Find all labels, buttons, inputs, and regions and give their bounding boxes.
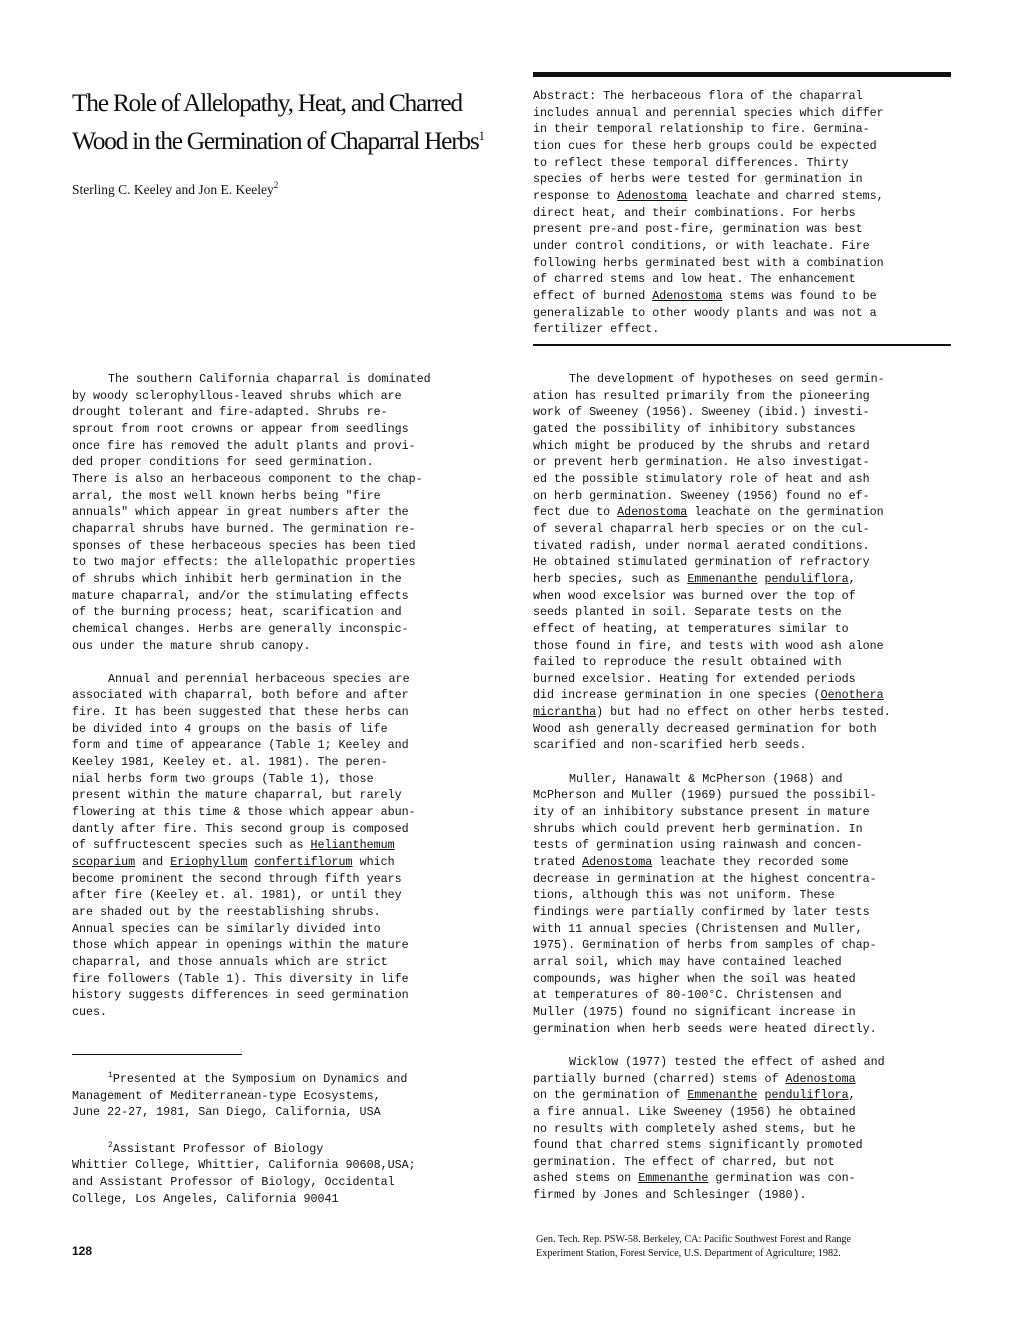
body-line: mature chaparral, and/or the stimulating effects — [72, 588, 409, 603]
body-line: ded proper conditions for seed germination. — [72, 455, 374, 470]
body-line — [533, 704, 963, 721]
abstract-line: to reflect these temporal differences. Thirty — [533, 155, 849, 170]
body-line: Muller (1975) found no significant increase in — [533, 1004, 856, 1019]
text-run: Muller, Hanawalt & McPherson (1968) and — [569, 771, 843, 786]
abstract-line: species of herbs were tested for germination in — [533, 172, 863, 187]
body-line: to two major effects: the allelopathic properties — [72, 555, 416, 570]
text-run: Assistant Professor of Biology — [112, 1141, 324, 1156]
text-run: of suffructescent species such as — [72, 838, 311, 853]
body-line: Keeley 1981, Keeley et. al. 1981). The peren- — [72, 755, 388, 770]
body-line — [72, 671, 502, 688]
body-line: Annual species can be similarly divided into — [72, 921, 381, 936]
body-line — [533, 1071, 963, 1088]
footnote-line — [72, 1068, 502, 1088]
body-line: which might be produced by the shrubs and retard — [533, 438, 870, 453]
species-name: Adenostoma — [582, 855, 653, 870]
text-run: Wicklow (1977) tested the effect of ashed and — [569, 1054, 885, 1069]
species-name: penduliflora — [764, 571, 849, 586]
body-line: seeds planted in soil. Separate tests on the — [533, 605, 842, 620]
body-line: a fire annual. Like Sweeney (1956) he obtained — [533, 1104, 856, 1119]
body-line: ed the possible stimulatory role of heat and ash — [533, 471, 870, 486]
page-number: 128 — [72, 1244, 93, 1258]
text-run: did increase germination in one species ( — [533, 688, 821, 703]
body-line: germination. The effect of charred, but not — [533, 1154, 835, 1169]
body-line: of several chaparral herb species or on the cul- — [533, 521, 870, 536]
body-line: scarified and non-scarified herb seeds. — [533, 738, 807, 753]
text-run: ) but had no effect on other herbs tested. — [596, 705, 891, 720]
text-run: which — [352, 855, 395, 870]
abstract-line: tion cues for these herb groups could be expected — [533, 138, 877, 153]
abstract-line: in their temporal relationship to fire. Germina- — [533, 122, 870, 137]
text-run: effect of burned — [533, 288, 653, 303]
body-line: of shrubs which inhibit herb germination in the — [72, 571, 402, 586]
abstract-bottom-rule — [533, 344, 951, 346]
body-line: failed to reproduce the result obtained with — [533, 655, 842, 670]
abstract-top-rule — [533, 72, 951, 77]
body-line: compounds, was higher when the soil was heated — [533, 971, 856, 986]
text-run: and — [135, 855, 171, 870]
body-line: burned excelsior. Heating for extended periods — [533, 671, 856, 686]
body-line: Wood ash generally decreased germination for both — [533, 721, 877, 736]
body-line: cues. — [72, 1004, 108, 1019]
body-line: history suggests differences in seed germination — [72, 988, 409, 1003]
body-line: dantly after fire. This second group is composed — [72, 821, 409, 836]
body-line: with 11 annual species (Christensen and Muller, — [533, 921, 863, 936]
body-line — [533, 854, 963, 871]
paper-title — [72, 86, 512, 157]
footnote-line: June 22-27, 1981, San Diego, California, USA — [72, 1105, 381, 1120]
species-name: Emmenanthe — [687, 571, 758, 586]
text-run: trated — [533, 855, 583, 870]
body-line: gated the possibility of inhibitory substances — [533, 421, 856, 436]
body-line — [72, 837, 502, 854]
body-line: chaparral, and those annuals which are strict — [72, 954, 388, 969]
text-run: partially burned (charred) stems of — [533, 1071, 786, 1086]
abstract-line: following herbs germinated best with a combination — [533, 255, 884, 270]
body-line — [533, 1170, 963, 1187]
body-line: are shaded out by the reestablishing shrubs. — [72, 904, 381, 919]
body-line — [533, 1054, 963, 1071]
body-line: those which appear in openings within the mature — [72, 938, 409, 953]
body-line — [533, 771, 963, 788]
abstract-line: of charred stems and low heat. The enhancement — [533, 272, 856, 287]
body-line — [533, 1087, 963, 1104]
abstract-line — [533, 288, 953, 305]
body-line: decrease in germination at the highest concentra- — [533, 871, 877, 886]
body-line: be divided into 4 groups on the basis of life — [72, 721, 388, 736]
author-footnote-mark: 2 — [273, 180, 279, 190]
body-line: drought tolerant and fire-adapted. Shrubs re- — [72, 405, 388, 420]
body-line: 1975). Germination of herbs from samples of chap- — [533, 938, 877, 953]
species-name: confertiflorum — [254, 855, 353, 870]
abstract — [533, 88, 953, 338]
text-run: leachate and charred stems, — [687, 188, 884, 203]
body-line: sprout from root crowns or appear from seedlings — [72, 421, 409, 436]
author-names: Sterling C. Keeley and Jon E. Keeley — [72, 182, 274, 197]
text-run: leachate on the germination — [687, 505, 884, 520]
text-run: The southern California chaparral is dominated — [108, 372, 431, 386]
body-line: shrubs which could prevent herb germination. In — [533, 821, 863, 836]
body-line — [72, 854, 502, 871]
body-line: findings were partially confirmed by later tests — [533, 904, 870, 919]
species-name: Adenostoma — [617, 505, 688, 520]
text-run: fect due to — [533, 505, 618, 520]
abstract-line: generalizable to other woody plants and was not a — [533, 305, 877, 320]
footnote-line: Whittier College, Whittier, California 90608,USA; — [72, 1158, 416, 1173]
species-name: Adenostoma — [652, 288, 723, 303]
publication-line: Experiment Station, Forest Service, U.S. Department of Agriculture; 1982. — [536, 1247, 841, 1259]
species-name: Adenostoma — [785, 1071, 856, 1086]
body-line: arral, the most well known herbs being "fire — [72, 488, 381, 503]
body-line: ation has resulted primarily from the pioneering — [533, 388, 870, 403]
text-run: germination was con- — [708, 1171, 856, 1186]
footnote-line: and Assistant Professor of Biology, Occidental — [72, 1174, 395, 1189]
body-line: nial herbs form two groups (Table 1), those — [72, 771, 374, 786]
body-line: by woody sclerophyllous-leaved shrubs which are — [72, 388, 402, 403]
body-line: tions, although this was not uniform. These — [533, 888, 835, 903]
right-column — [533, 371, 963, 1204]
text-run: , — [848, 1088, 856, 1103]
species-name: scoparium — [72, 855, 136, 870]
footnote-mark: 1 — [108, 1071, 113, 1080]
body-line: when wood excelsior was burned over the top of — [533, 588, 856, 603]
text-run: stems was found to be — [722, 288, 877, 303]
body-line: firmed by Jones and Schlesinger (1980). — [533, 1188, 807, 1203]
body-line: fire. It has been suggested that these herbs can — [72, 705, 409, 720]
body-line: annuals" which appear in great numbers after the — [72, 505, 409, 520]
title-line-2-text: Wood in the Germination of Chaparral Herbs — [72, 126, 479, 155]
text-run: The development of hypotheses on seed germin- — [569, 372, 885, 386]
species-name: Helianthemum — [310, 838, 395, 853]
body-line — [533, 571, 963, 588]
footnote-rule — [72, 1054, 242, 1055]
body-line: chemical changes. Herbs are generally inconspic- — [72, 621, 409, 636]
body-line: present within the mature chaparral, but rarely — [72, 788, 402, 803]
abstract-line: direct heat, and their combinations. For herbs — [533, 205, 856, 220]
text-run: ashed stems on — [533, 1171, 639, 1186]
text-run: Annual and perennial herbaceous species are — [108, 671, 410, 686]
body-line — [72, 371, 502, 388]
abstract-line: present pre-and post-fire, germination was best — [533, 222, 863, 237]
body-line: become prominent the second through fifth years — [72, 871, 402, 886]
footnote-line: Management of Mediterranean-type Ecosystems, — [72, 1088, 381, 1103]
author-line — [72, 180, 278, 198]
body-line: form and time of appearance (Table 1; Keeley and — [72, 738, 409, 753]
text-run: , — [848, 571, 856, 586]
text-run: on the germination of — [533, 1088, 688, 1103]
body-line — [533, 687, 963, 704]
body-line: no results with completely ashed stems, but he — [533, 1121, 856, 1136]
body-line: once fire has removed the adult plants and provi- — [72, 438, 416, 453]
abstract-line: under control conditions, or with leachate. Fire — [533, 238, 870, 253]
footnote-line — [72, 1138, 502, 1158]
species-name: Adenostoma — [617, 188, 688, 203]
species-name: micrantha — [533, 705, 597, 720]
body-line: ity of an inhibitory substance present in mature — [533, 805, 870, 820]
body-line: ous under the mature shrub canopy. — [72, 638, 311, 653]
species-name: Oenothera — [820, 688, 884, 703]
body-line: associated with chaparral, both before and after — [72, 688, 409, 703]
body-line: tests of germination using rainwash and concen- — [533, 838, 863, 853]
body-line: work of Sweeney (1956). Sweeney (ibid.) investi- — [533, 405, 870, 420]
species-name: Emmenanthe — [687, 1088, 758, 1103]
body-line: at temperatures of 80-100°C. Christensen and — [533, 988, 842, 1003]
abstract-line — [533, 188, 953, 205]
body-line: or prevent herb germination. He also investigat- — [533, 455, 870, 470]
body-line: sponses of these herbaceous species has been tied — [72, 538, 416, 553]
species-name: Eriophyllum — [170, 855, 248, 870]
body-line: of the burning process; heat, scarification and — [72, 605, 402, 620]
abstract-line: fertilizer effect. — [533, 322, 660, 337]
body-line: effect of heating, at temperatures similar to — [533, 621, 849, 636]
footnote-line: College, Los Angeles, California 90041 — [72, 1191, 339, 1206]
body-line: McPherson and Muller (1969) pursued the possibil- — [533, 788, 877, 803]
text-run: response to — [533, 188, 618, 203]
body-line — [533, 371, 963, 388]
text-run: herb species, such as — [533, 571, 688, 586]
body-line: There is also an herbaceous component to the chap- — [72, 471, 423, 486]
title-line-2 — [72, 119, 512, 157]
text-run: Presented at the Symposium on Dynamics and — [112, 1072, 408, 1086]
body-line: chaparral shrubs have burned. The germination re- — [72, 521, 416, 536]
body-line: on herb germination. Sweeney (1956) found no ef- — [533, 488, 870, 503]
abstract-line: includes annual and perennial species which differ — [533, 105, 884, 120]
body-line: found that charred stems significantly promoted — [533, 1138, 863, 1153]
footnotes — [72, 1068, 502, 1207]
title-footnote-mark: 1 — [478, 128, 485, 143]
body-line: arral soil, which may have contained leached — [533, 954, 842, 969]
abstract-line: Abstract: The herbaceous flora of the chaparral — [533, 89, 863, 103]
body-line: He obtained stimulated germination of refractory — [533, 555, 870, 570]
publication-line: Gen. Tech. Rep. PSW-58. Berkeley, CA: Pacific Southwest Forest and Range — [536, 1234, 852, 1245]
body-line: germination when herb seeds were heated directly. — [533, 1021, 877, 1036]
body-line: fire followers (Table 1). This diversity in life — [72, 971, 409, 986]
text-run: leachate they recorded some — [652, 855, 849, 870]
species-name: Emmenanthe — [638, 1171, 709, 1186]
left-column — [72, 371, 502, 1021]
body-line: tivated radish, under normal aerated conditions. — [533, 538, 870, 553]
body-line: flowering at this time & those which appear abun- — [72, 805, 416, 820]
body-line: after fire (Keeley et. al. 1981), or until they — [72, 888, 402, 903]
title-line-1: The Role of Allelopathy, Heat, and Charred — [72, 88, 462, 117]
body-line — [533, 504, 963, 521]
footnote-mark: 2 — [108, 1140, 113, 1150]
species-name: penduliflora — [764, 1088, 849, 1103]
body-line: those found in fire, and tests with wood ash alone — [533, 638, 884, 653]
publication-info — [536, 1233, 851, 1260]
